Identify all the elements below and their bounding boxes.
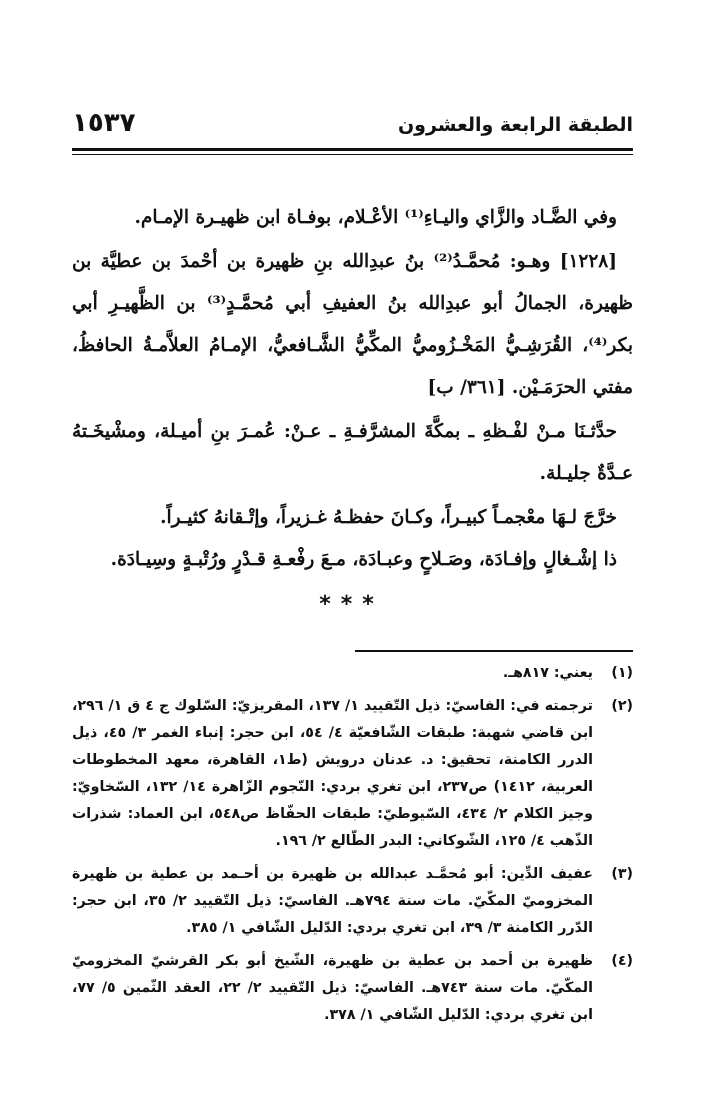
- footnote-3: [72, 861, 633, 942]
- footnote-number: (٣): [611, 866, 633, 882]
- header-rule-thick: [72, 148, 633, 151]
- running-title: الطبقة الرابعة والعشرون: [397, 114, 633, 136]
- footnote-1: [72, 660, 633, 687]
- section-separator: ***: [319, 592, 384, 617]
- footnote-text: يعني: ٨١٧هـ.: [502, 665, 593, 681]
- footnotes: [72, 660, 633, 1035]
- paragraph-narration: حدَّثـنَا مـنْ لفْـظهِ ـ بمكَّةَ المشرَّفـةِ ـ عـنْ: عُمـرَ بنِ أميـلة، ومشْيخَـتهُ عـدَّةٌ جليـلة.: [72, 421, 633, 484]
- footnote-2: [72, 693, 633, 855]
- paragraph-virtues: ذا إشْـغالٍ وإفـادَة، وصَـلاحٍ وعبـادَة، مـعَ رفْعـةِ قـدْرٍ ورُتْبـةٍ وسِيـادَة.: [110, 549, 617, 570]
- main-text: [72, 197, 633, 581]
- page-header: [72, 108, 633, 144]
- footnote-number: (١): [611, 665, 633, 681]
- footnote-number: (٤): [611, 953, 633, 969]
- paragraph-biography: [١٢٢٨] وهـو: مُحمَّـدُ⁽²⁾ بنُ عبدِالله بنِ ظهيرة بن أحْمدَ بن عطيَّة بن ظهيرة، الجمالُ أبو عبدِالله بنُ العفيفِ أبي مُحمَّـدٍ⁽³⁾ بن الظَّهيـرِ أبي بكر⁽⁴⁾، القُرَشِـيُّ المَخْـزُوميُّ المكِّيُّ الشَّـافعيُّ، الإمـامُ العلاَّمـةُ الحافظُ، مفتي الحرَمَـيْن. [٣٦١/ ب]: [72, 251, 633, 398]
- paragraph-heading-line: وفي الضَّـاد والزَّاي واليـاءِ⁽¹⁾ الأعْـلام، بوفـاة ابن ظهيـرة الإمـام.: [134, 207, 617, 228]
- page-number: ١٥٣٧: [72, 108, 136, 138]
- header-rule-thin: [72, 154, 633, 155]
- paragraph-works: خرَّجَ لـهَا معْجمـاً كبيـراً، وكـانَ حفظـهُ غـزيراً، وإتْـقانهُ كثيـراً.: [160, 507, 617, 528]
- footnote-text: عفيف الدِّين: أبو مُحمَّـد عبدالله بن ظهيرة بن أحـمد بن عطية بن ظهيرة المخزوميّ المكّيّ. مات سنة ٧٩٤هـ. الفاسيّ: ذيل التّقييد ٢/ ٣٥، ابن حجر: الدّرر الكامنة ٣/ ٣٩، ابن تغري بردي: الدّليل الشّافي ١/ ٣٨٥.: [72, 866, 593, 936]
- footnote-4: [72, 948, 633, 1029]
- footnote-text: ترجمته في: الفاسيّ: ذيل التّقييد ١/ ١٣٧، المقريزيّ: السّلوك ج ٤ ق ١/ ٢٩٦، ابن قاضي شهبة: طبقات الشّافعيّة ٤/ ٥٤، ابن حجر: إنباء الغمر ٣/ ٤٥، ذيل الدرر الكامنة، تحقيق: د. عدنان درويش (ط١، القاهرة، معهد المخطوطات العربية، ١٤١٢) ص٢٣٧، ابن تغري بردي: النّجوم الزّاهرة ١٤/ ١٣٢، السّخاويّ: وجيز الكلام ٢/ ٤٣٤، السّيوطيّ: طبقات الحفّاظ ص٥٤٨، ابن العماد: شذرات الذّهب ٤/ ١٢٥، الشّوكاني: البدر الطّالع ٢/ ١٩٦.: [72, 698, 594, 849]
- footnote-rule: [355, 650, 633, 652]
- footnote-number: (٢): [611, 698, 633, 714]
- footnote-text: ظهيرة بن أحمد بن عطية بن ظهيرة، الشّيخ أبو بكر القرشيّ المخزوميّ المكّيّ. مات سنة ٧٤٣هـ. الفاسيّ: ذيل التّقييد ٢/ ٢٢، العقد الثّمين ٥/ ٧٧، ابن تغري بردي: الدّليل الشّافي ١/ ٣٧٨.: [72, 953, 593, 1023]
